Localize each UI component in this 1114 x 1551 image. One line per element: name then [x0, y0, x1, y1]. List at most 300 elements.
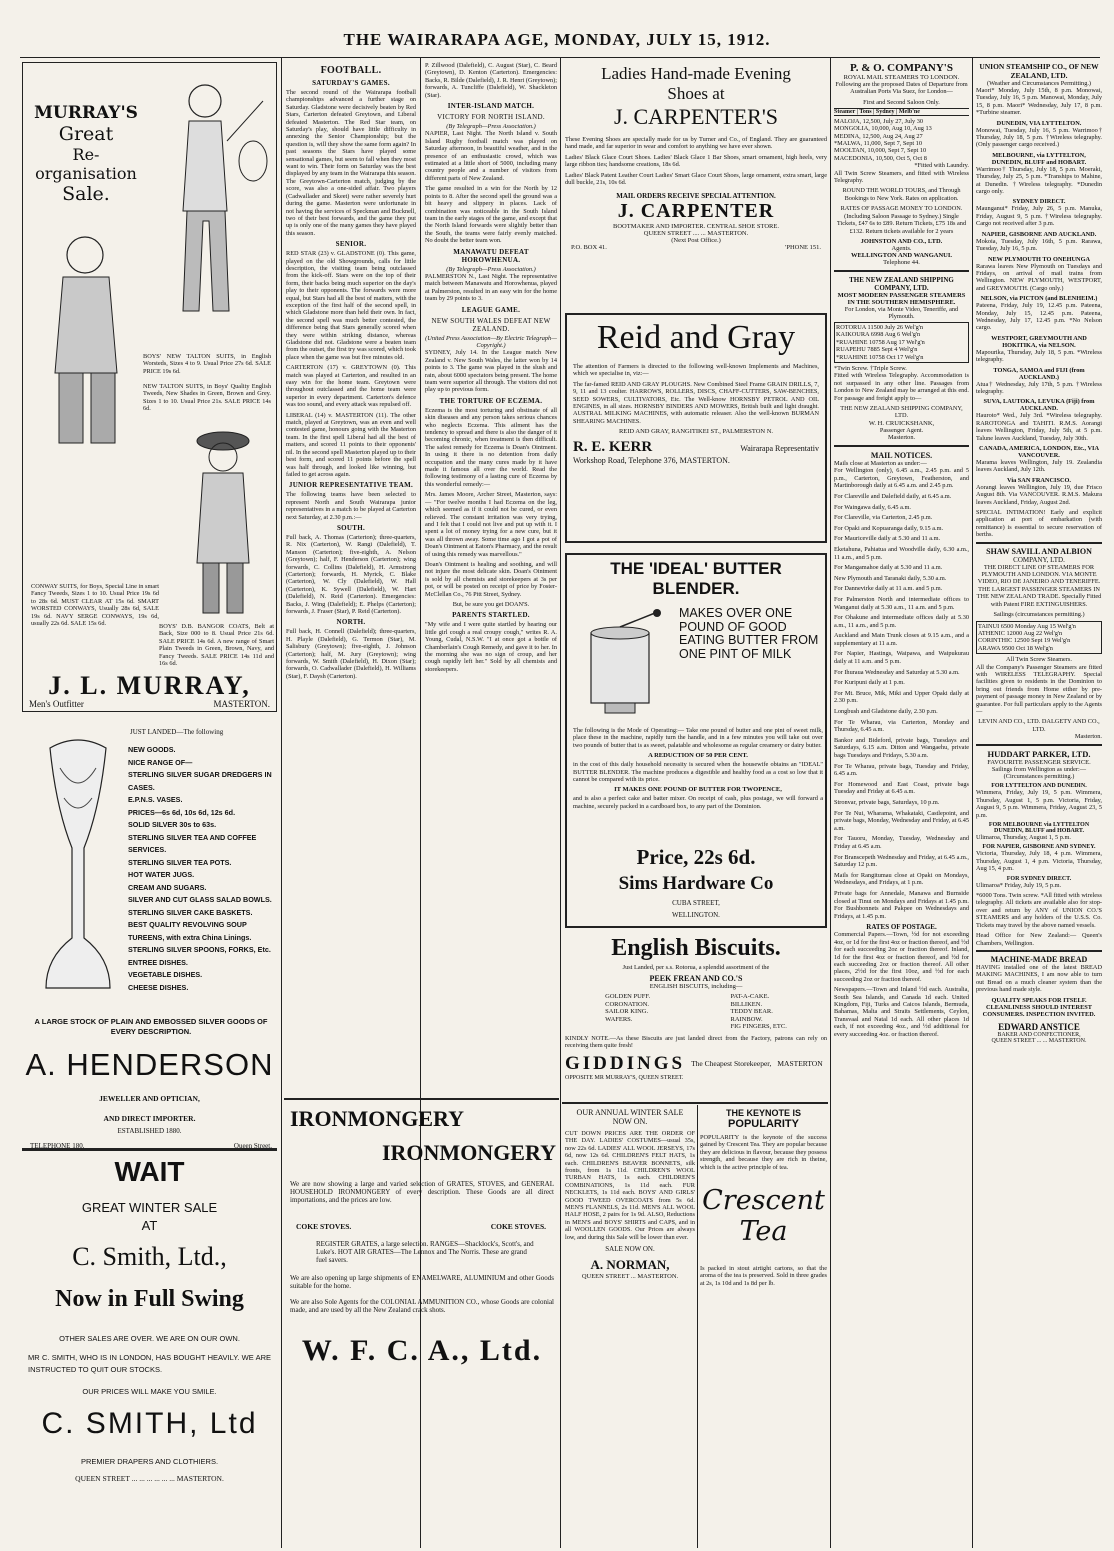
- norman-heading: OUR ANNUAL WINTER SALE: [576, 1108, 684, 1117]
- news-paragraph: "My wife and I were quite startled by hearing our little girl cough a real croupy cough," writes R. A. Young, Cudal, N.S.W. "I at once got a bottle of Chamberlain's Cough Remedy, and gave it to her. In the morning she was no sign of croup, and her cough rapidly left her." Sold by all chemists and storekeepers.: [425, 621, 557, 673]
- news-paragraph: Mrs. James Moore, Archer Street, Masterton, says:— "For twelve months I had Eczema on the leg, which seemed as if it could not be cured, or even relieved. The constant irritation was very trying, and I felt that I could not live and put up with it. I spent a lot of money trying for a new cure, but it was all thrown away. Some time ago I got a pot of Doan's Ointment at Eaton's Pharmacy, and the result of using this remedy was marvellous.": [425, 491, 557, 558]
- butter-sims: Sims Hardware Co: [618, 873, 774, 894]
- henderson-item: SILVER AND CUT GLASS SALAD BOWLS.: [128, 895, 272, 904]
- union-text: Maunganui* Friday, July 26, 5 p.m. Manuka, Friday, August 9, 5 p.m. †Wireless telegraphy. Cargo not received after 3 p.m.: [976, 205, 1102, 228]
- nzsc-agent: Masterton.: [887, 433, 916, 441]
- ironmongery-advert: [286, 1102, 558, 1547]
- rates-text: Commercial Papers.—Town, ½d for not exceeding 4oz, or 1d for the first 4oz or fraction thereof, and ½d for each succeeding 2oz or fraction thereof. Inland, 1d for the first 4oz or fraction thereof, and ½d for each succeeding 2oz or fraction thereof. All other places, 2½d for the first 10oz, and ½d for each succeeding 2oz or fraction thereof.: [834, 931, 969, 983]
- murray-name: J. L. MURRAY,: [48, 671, 251, 700]
- section-rule: [834, 445, 969, 447]
- news-source: (By Telegraph—Press Association.): [446, 123, 536, 131]
- smith-name: C. Smith, Ltd.,: [72, 1242, 227, 1271]
- news-heading: MANAWATU DEFEAT HOROWHENUA.: [453, 247, 529, 264]
- news-paragraph: Eczema is the most torturing and obstinate of all skin diseases and any person takes serious chances who neglects Eczema. This ailment has the tendency to spread and there is also the danger of it becoming chronic, when treatment is then difficult. The safest remedy for Eczema is Doan's Ointment. In using it there is no detention from daily occupation and the many cures made by it have made it famous all over the world. Read the following testimony of a lasting cure of Eczema by this wonderful remedy:—: [425, 406, 557, 488]
- henderson-item: ENTREE DISHES.: [128, 957, 188, 967]
- union-text: Mapourika, Thursday, July 18, 5 p.m. *Wireless telegraphy.: [976, 348, 1102, 364]
- carpenter-name: J. CARPENTER: [617, 200, 775, 223]
- shaw-text: Sailings (circumstances permitting.): [993, 611, 1085, 619]
- mail-item: For Clareville, via Carterton, 2.45 p.m.: [834, 514, 933, 522]
- mail-item: Eketahuna, Pahiatua and Woodville daily, 6.30 a.m., 11 a.m., and 5 p.m.: [834, 545, 969, 561]
- henderson-item: NICE RANGE OF—: [128, 757, 193, 767]
- smith-other: OTHER SALES ARE OVER. WE ARE ON OUR OWN.: [59, 1334, 240, 1343]
- shaw-text: All the Company's Passenger Steamers are fitted with WIRELESS TELEGRAPHY. Special facilities given to residents in the Dominion to bring out friends from Home either by pre-payment of passage money in New Zealand or by guarantee. For full particulars apply to the Agents—: [976, 663, 1102, 715]
- mail-item: For Kuripuni daily at 1 p.m.: [834, 679, 905, 687]
- po-tel: Telephone 44.: [883, 258, 920, 266]
- smith-at: AT: [141, 1218, 158, 1233]
- news-subheading: NEW SOUTH WALES DEFEAT NEW ZEALAND.: [431, 316, 551, 333]
- biscuits-list-left: [605, 993, 650, 1031]
- mail-item: For Dannevirke daily at 11 a.m. and 5 p.m.: [834, 585, 943, 593]
- butter-twopence: IT MAKES ONE POUND OF BUTTER FOR TWOPENCE,: [614, 786, 782, 794]
- football-paragraph: Full back, H. Connell (Dalefield); three-quarters, H. Playle (Dalefield), G. Termon (Star), M. Salisbury (Greytown); five-eighth, J. Johnson (Carterton); half, M. Jury (Greytown); wing forwards, W. Smith (Dalefield), H. Dixon (Star); forwards, O. Cadwallader (Dalefield), H. Williams (Star), F. Daysh (Carterton).: [286, 628, 416, 680]
- union-text: Maori* Monday, July 15th, 8 p.m. Monowai, Tuesday, July 16, 5 p.m. Manowai, Monday, July 15, 8 p.m. Maori* Wednesday, July 17, 8 p.m. *Turbine steamer.: [976, 87, 1102, 117]
- po-row: MACEDONIA, 10,500, Oct 5, Oct 8: [834, 154, 927, 162]
- nzsc-notes: *Twin Screw. †Triple Screw.: [834, 364, 907, 372]
- butter-reduction: A REDUCTION OF 50 PER CENT.: [648, 752, 748, 760]
- henderson-items: [128, 744, 276, 994]
- nzsc-row: *RUAHINE 10758 Aug 17 Wel'g'n: [836, 338, 925, 346]
- henderson-item: PRICES—6s 6d, 10s 6d, 12s 6d.: [128, 807, 236, 817]
- reid-gray-text: The far-famed REID AND GRAY PLOUGHS. New Combined Steel Frame GRAIN DRILLS, 7, 9, 11 and 13 coulter. HARROWS, ROLLERS, DISCS, CHAFF-CUTTERS, SAW-BENCHES, SEED SOWERS, CULTIVATORS, Etc. The Well-know HORNSBY PETROL AND OIL ENGINES, in all sizes. HORNSBY BINDERS AND MOWERS, British built and light draught. AUSTRAL MILKING MACHINES, with automatic releaser. Also the well-known BURMAN SHEARING MACHINES.: [573, 380, 819, 425]
- henderson-item: E.P.N.S. VASES.: [128, 795, 183, 804]
- masthead: THE WAIRARAPA AGE, MONDAY, JULY 15, 1912.: [343, 30, 771, 49]
- norman-text: CUT DOWN PRICES ARE THE ORDER OF THE DAY. LADIES' COSTUMES—usual 35s, now 22s 6d. LADIES' ALL WOOL JERSEYS, 17s 6d, now 12s 6d. CHILDREN'S FELT HATS, 1s each. CHILDREN'S BEAVER BONNETS, silk fronts, from 1s 11d. CHILDREN'S WOOL TURBAN HATS, 1s each. CHILDREN'S COMBINATIONS, 1s 11d each. FUR NECKLETS, 1s 11d each. BOYS' AND GIRLS' GOOD TWEED OVERCOATS from 5s 6d. MEN'S FLANNELS, 2s 11d. MEN'S ALL WOOL HALF HOSE, 2 pairs for 1s 9d. ALSO, Reductions in MEN'S and BOYS' SHIRTS and CAPS, and in all WOOLLEN GOODS. Our Prices are always low, and during this Sale will be lower than ever.: [565, 1130, 695, 1241]
- football-paragraph: The second round of the Wairarapa football championships advanced a further stage on Saturday. Gladstone were decisively beaten by Red Stars, Carterton defeated Greytown, and Liberal defeated Masterton. The Red Star team, on Saturday's play, should have little difficulty in annexing the Senior Championship; but the question is, will they show the same form again? In past seasons the Stars have played some sensational games, but seem to fall when they most want to win. Their form on Saturday was the best displayed by any team in the Wairarapa this season. The Greytown-Carterton match, judging by the score, was also a one-sided affair. Two players (Cadwallader and Skeet) were rather severely hurt during the game. Masterton were unfortunate in not having the services of Speckman and Bucknell, two of their best forwards, and the game they put up is only one of the many games they have played this season.: [286, 89, 416, 237]
- crescent-text: Is packed in stout airtight cartons, so that the aroma of the tea is preserved. Sold in three grades at 2s, 1s 10d and 1s 8d per lb.: [700, 1265, 827, 1287]
- shaw-row: ATHENIC 12000 Aug 22 Wel'g'n: [978, 629, 1063, 637]
- biscuits-note: KINDLY NOTE.—As these Biscuits are just landed direct from the Factory, patrons can rely on receiving them quite fresh!: [565, 1034, 827, 1050]
- shaw-row: CORINTHIC 12500 Sept 19 Wel'g'n: [978, 637, 1071, 645]
- huddart-route: FOR LYTTELTON AND DUNEDIN.: [991, 783, 1087, 790]
- smith-advert: [22, 1152, 277, 1547]
- mail-text: Mails close at Masterton as under:—: [834, 459, 927, 467]
- union-route: WESTPORT, GREYMOUTH AND HOKITIKA, via NELSON.: [991, 334, 1087, 349]
- news-column: [425, 62, 557, 1092]
- huddart-heading: HUDDART PARKER, LTD.: [987, 748, 1091, 759]
- mail-item: For Te Nui, Wharama, Whakataki, Castlepoint, and private bags, Monday, Wednesday and Friday, at 6.45 a.m.: [834, 809, 969, 832]
- po-note: *Fitted with Laundry.: [914, 162, 969, 170]
- mail-item: For Homewood and East Coast, private bags Tuesday and Friday at 6.45 a.m.: [834, 780, 969, 796]
- column-rule: [697, 1105, 698, 1548]
- murray-footer-left: Men's Outfitter: [29, 699, 84, 709]
- henderson-street: Queen Street.: [233, 1142, 272, 1150]
- bangor-text: BOYS' D.B. BANGOR COATS, Belt at Back, Size 000 to 8. Usual Price 21s 6d. SALE PRICE 14s 6d. A new range of Smart Plain Tweeds in Green, Brown, Navy, and Fancy Tweeds. SALE PRICE 14s 11d and 16s 6d.: [159, 623, 274, 668]
- carpenter-po: P.O. BOX 41.: [571, 244, 607, 252]
- news-paragraph: Doan's Ointment is healing and soothing, and will not injure the most delicate skin. Doan's Ointment is sold by all chemists and storekeepers at 3s per pot, or will be posted on receipt of price by Foster-McClellan Co., 76 Pitt Street, Sydney.: [425, 560, 557, 598]
- smith-wait: WAIT: [114, 1156, 185, 1187]
- football-subheading: SENIOR.: [335, 240, 367, 249]
- mail-item: For Mauriceville daily at 5.30 and 11 a.m.: [834, 535, 941, 543]
- carpenter-text: Ladies' Black Patent Leather Court Ladies' Smart Glace Court Shoes, large ornament, extra smart, large dull buckle, 21s, 10s 6d.: [565, 171, 827, 187]
- boy-illustration: [29, 223, 149, 463]
- crescent-advert: [700, 1108, 827, 1548]
- football-paragraph: The following teams have been selected to represent North and South Wairarapa junior representatives in a match to be played at Carterton next Saturday, at 2.30 p.m.:—: [286, 491, 416, 521]
- union-heading: UNION STEAMSHIP CO., OF NEW ZEALAND, LTD.: [979, 62, 1099, 80]
- news-paragraph: PALMERSTON N., Last Night. The representative match between Manawatu and Horowhenua, played at Palmerston, resulted in an easy win for the home team by 29 points to 3.: [425, 272, 557, 303]
- section-rule: [976, 542, 1102, 544]
- section-rule: [976, 950, 1102, 952]
- butter-text: in the cost of this daily household necessity is secured when the housewife obtains an "IDEAL" BUTTER BLENDER. The machine produces a digestible and healthy food as a cost so low that it cannot be compared with its price.: [573, 761, 823, 784]
- mail-item: For Tauoru, Monday, Tuesday, Wednesday and Friday at 6.45 a.m.: [834, 835, 969, 850]
- henderson-item: NEW GOODS.: [128, 745, 176, 754]
- shaw-masterton: Masterton.: [1074, 733, 1102, 741]
- mail-item: For Napier, Hastings, Waipawa, and Waipukurau daily at 11 a.m. and 5 p.m.: [834, 650, 969, 666]
- mail-item: For Opaki and Kopuaranga daily, 9.15 a.m.: [834, 524, 944, 532]
- bread-name: EDWARD ANSTICE: [998, 1021, 1080, 1032]
- smith-prices: OUR PRICES WILL MAKE YOU SMILE.: [82, 1387, 217, 1396]
- boy-illustration: [173, 413, 273, 623]
- huddart-route: FOR NAPIER, GISBORNE AND SYDNEY.: [982, 844, 1096, 851]
- section-rule: [976, 744, 1102, 746]
- ironmongery-text: We are now showing a large and varied selection of GRATES, STOVES, and GENERAL HOUSEHOLD IRONMONGERY of every description. These Goods are all direct importations, and the prices are low.: [290, 1180, 554, 1205]
- henderson-intro: JUST LANDED—The following: [130, 728, 224, 736]
- mail-item: For Clareville and Dalefield daily, at 6.45 a.m.: [834, 492, 952, 500]
- carpenter-street: QUEEN STREET .... ... MASTERTON.: [643, 230, 749, 238]
- news-source: (By Telegraph—Press Association.): [446, 265, 536, 273]
- butter-cuba: CUBA STREET,: [672, 899, 720, 907]
- po-row: MONGOLIA, 10,000, Aug 10, Aug 13: [834, 125, 932, 133]
- biscuits-title: English Biscuits.: [611, 935, 781, 961]
- football-column: [286, 62, 416, 1092]
- nzsc-company: THE NEW ZEALAND SHIPPING COMPANY, LTD.: [840, 404, 963, 420]
- henderson-sub: AND DIRECT IMPORTER.: [103, 1114, 196, 1123]
- carpenter-advert: [565, 62, 827, 302]
- giddings-opp: OPPOSITE MR MURRAY'S, QUEEN STREET.: [565, 1074, 684, 1081]
- henderson-sub: JEWELLER AND OPTICIAN,: [99, 1094, 200, 1103]
- murray-footer: [29, 699, 270, 709]
- blender-illustration: [575, 603, 675, 723]
- crescent-heading: POPULARITY: [728, 1118, 799, 1130]
- rates-heading: RATES OF POSTAGE.: [866, 923, 937, 932]
- column-rule: [972, 58, 973, 1548]
- nzsc-row: RUAPEHU 7885 Sept 4 Wel'g'n: [836, 346, 918, 354]
- butter-wellington: WELLINGTON.: [672, 911, 720, 919]
- biscuit-item: GOLDEN PUFF.: [605, 993, 651, 1001]
- nzsc-heading: THE NEW ZEALAND SHIPPING COMPANY, LTD.: [849, 275, 954, 292]
- bread-text: HAVING installed one of the latest BREAD MAKING MACHINES, I am now able to turn out Bread on a much cleaner system than the previous hand made style.: [976, 963, 1102, 994]
- news-heading: INTER-ISLAND MATCH.: [447, 102, 535, 111]
- henderson-item: STERLING SILVER TEA POTS.: [128, 857, 232, 867]
- shaw-sub: COMPANY, LTD.: [1013, 555, 1065, 564]
- news-heading: PARENTS STARTLED.: [452, 611, 530, 620]
- murray-title: Sale.: [62, 183, 110, 205]
- mail-item: Auckland and Main Trunk closes at 9.15 a.m., and a supplementary at 11 a.m.: [834, 632, 969, 647]
- nzsc-row: *RUAHINE 10758 Oct 17 Wel'g'n: [836, 353, 924, 361]
- column-rule: [281, 58, 282, 1548]
- murray-title: Re-organisation: [35, 145, 137, 183]
- football-subheading: JUNIOR REPRESENTATIVE TEAM.: [288, 481, 414, 490]
- football-subheading: NORTH.: [336, 618, 366, 627]
- carpenter-contact: [565, 244, 827, 251]
- union-text: Mokoia, Tuesday, July 16th, 5 p.m. Rarawa, Tuesday, July 16, 5 p.m.: [976, 237, 1102, 253]
- butter-title: BLENDER.: [652, 579, 740, 598]
- shaw-text: All Twin Screw Steamers.: [1006, 656, 1072, 664]
- butter-advert: [565, 553, 827, 928]
- mail-item: For Ohakune and intermediate offices daily at 5.30 a.m., 11 a.m., and 5 p.m.: [834, 614, 969, 629]
- henderson-item: CHEESE DISHES.: [128, 982, 189, 992]
- giddings-name: GIDDINGS: [565, 1052, 686, 1074]
- butter-title: THE 'IDEAL' BUTTER: [610, 559, 782, 578]
- mail-item: Bankor and Bideford, private bags, Tuesdays and Saturdays, 6.15 a.m. Ditton and Wangaehu, private bags Tuesdays and Fridays, 5.30 a.m.: [834, 736, 969, 759]
- biscuit-item: CORONATION.: [605, 1000, 650, 1008]
- carpenter-sub: BOOTMAKER AND IMPORTER. CENTRAL SHOE STORE.: [613, 223, 779, 231]
- smith-great: GREAT WINTER SALE: [81, 1200, 218, 1215]
- nzsc-text: For London, via Monte Video, Teneriffe, and Plymouth.: [844, 305, 959, 320]
- carpenter-phone: 'PHONE 151.: [785, 244, 821, 252]
- po-text: Following are the proposed Dates of Departure from Australian Ports Via Suez, for London—: [835, 81, 968, 96]
- po-row: MOOLTAN, 10,000, Sept 7, Sept 10: [834, 147, 927, 155]
- biscuit-item: RAINBOW.: [730, 1015, 763, 1023]
- crescent-heading: THE KEYNOTE IS: [725, 1108, 801, 1118]
- mail-item: For Waingawa daily, 6.45 a.m.: [834, 503, 911, 511]
- huddart-text: Ulimaroa* Friday, July 19, 5 p.m.: [976, 881, 1062, 889]
- union-route: NELSON, via PICTON (and BLENHEIM.): [980, 295, 1098, 303]
- po-row: MEDINA, 12,500, Aug 24, Aug 27: [834, 132, 923, 140]
- carpenter-text: These Evening Shoes are specially made for us by Turner and Co., of England. They are guaranteed hand made, and far superior in wear and comfort to anything we have ever shown.: [565, 136, 827, 151]
- murray-footer-right: MASTERTON.: [213, 699, 270, 709]
- boy-illustration: [143, 71, 273, 351]
- henderson-name: A. HENDERSON: [25, 1047, 274, 1082]
- reid-gray-address: REID AND GRAY, RANGITIKEI ST., PALMERSTON N.: [618, 428, 774, 436]
- henderson-item: STERLING SILVER SUGAR DREDGERS IN CASES.: [128, 770, 272, 792]
- vase-illustration: [30, 738, 126, 1008]
- mail-heading: MAIL NOTICES.: [870, 450, 933, 460]
- bread-text: QUALITY SPEAKS FOR ITSELF. CLEANLINESS SHOULD INTEREST CONSUMERS. INSPECTION INVITED.: [982, 996, 1096, 1019]
- biscuit-item: WAFERS.: [605, 1015, 633, 1023]
- huddart-text: Ulimaroa, Thursday, August 1, 5 p.m.: [976, 834, 1071, 842]
- mail-item: For Mangamahoe daily at 5.30 and 11 a.m.: [834, 564, 943, 572]
- huddart-text: Sailings from Wellington as under:—(Circumstances permitting.): [991, 765, 1087, 780]
- butter-text: and is also a perfect cake and batter mixer. On receipt of cash, plus postage, we will forward a machine, securely packed in a cardboard box, to any part of the Dominion.: [573, 795, 823, 810]
- biscuit-item: TEDDY BEAR.: [730, 1008, 773, 1016]
- huddart-office: Head Office for New Zealand:— Queen's Chambers, Wellington.: [976, 932, 1102, 947]
- huddart-text: Victoria, Thursday, July 18, 4 p.m. Wimmera, Thursday, August 1, 4 p.m. Victoria, Thursday, Aug 15, 4 p.m.: [976, 850, 1102, 873]
- smith-logo: C. SMITH, Ltd: [41, 1407, 258, 1440]
- huddart-route: FOR SYDNEY DIRECT.: [1006, 875, 1072, 882]
- huddart-text: Wimmera, Friday, July 19, 5 p.m. Wimmera, Thursday, August 1, 5 p.m. Victoria, Friday, August 9, 5 p.m. Wimmera, Friday, August 23, 5 p.m.: [976, 789, 1102, 819]
- biscuit-item: PAT-A-CAKE.: [730, 993, 770, 1001]
- po-row: MALOJA, 12,500, July 27, July 30: [834, 117, 924, 125]
- news-subheading: VICTORY FOR NORTH ISLAND.: [437, 113, 545, 122]
- football-paragraph: CARTERTON (17) v. GREYTOWN (0). This match was played at Carterton, and resulted in an easy win for the home team. Greytown were throughout outclassed and the home team were superior in every department. Carterton's defence was too sound, and every attack was repulsed off.: [286, 364, 416, 409]
- reid-gray-text: The attention of Farmers is directed to the following well-known Implements and Machines, which we specialise in, viz:—: [573, 363, 819, 378]
- smith-queen: QUEEN STREET ... ... ... ... ... ... MASTERTON.: [75, 1474, 224, 1483]
- union-text: SPECIAL INTIMATION! Early and explicit application at port of embarkation (with remittance) is essential to secure reservation of berths.: [976, 509, 1102, 539]
- biscuits-list-right: [730, 993, 786, 1031]
- shaw-agents: LEVIN AND CO., LTD. DALGETY AND CO., LTD.: [978, 718, 1100, 733]
- henderson-item: STERLING SILVER TEA AND COFFEE SERVICES.: [128, 832, 257, 854]
- henderson-phone: TELEPHONE 180.: [30, 1142, 85, 1150]
- nzsc-agent: Passenger Agent.: [879, 426, 924, 434]
- po-table-head: Steamer | Tons | Sydney | Melb'ne: [834, 108, 969, 116]
- po-table: [834, 118, 969, 162]
- crescent-logo: Tea: [739, 1216, 788, 1248]
- section-rule: [834, 270, 969, 272]
- nzsc-row: KAIKOURA 6998 Aug 6 Wel'g'n: [836, 331, 921, 339]
- football-subheading: SATURDAY'S GAMES.: [312, 79, 390, 87]
- huddart-route: FOR MELBOURNE via LYTTELTON DUNEDIN, BLUFF and HOBART.: [988, 822, 1090, 835]
- union-route: CANADA, AMERICA, LONDON, Etc., VIA VANCOUVER.: [978, 445, 1100, 459]
- union-route: NAPIER, GISBORNE AND AUCKLAND.: [981, 230, 1097, 238]
- union-sub: (Weather and Circumstances Permitting.): [986, 80, 1092, 87]
- smith-mr: MR C. SMITH, WHO IS IN LONDON, HAS BOUGHT HEAVILY. WE ARE INSTRUCTED TO QUIT OUR STOCKS.: [28, 1353, 271, 1374]
- murray-title: MURRAY'S: [34, 103, 138, 123]
- kerr-line: [567, 439, 825, 456]
- news-heading: LEAGUE GAME.: [461, 305, 521, 314]
- union-text: Hauroto* Wed., July 3rd. *Wireless telegraphy. RAROTONGA and TAHITI. R.M.S. Aorangi leaves Wellington, Friday, July 5th, at 5 p.m. Talune leaves Auckland, Tuesday, July 30th.: [976, 412, 1102, 442]
- football-heading: FOOTBALL.: [320, 65, 382, 76]
- reid-gray-title: Reid and Gray: [596, 319, 796, 356]
- mail-item: For Branscepeth Wednesday and Friday, at 6.45 a.m., Saturday 12 p.m.: [834, 853, 969, 869]
- nzsc-table: [834, 322, 969, 363]
- union-route: DUNEDIN, VIA LYTTELTON.: [996, 119, 1082, 127]
- biscuits-list: [565, 993, 827, 1031]
- bread-street: QUEEN STREET ... ... MASTERTON.: [991, 1037, 1087, 1044]
- mail-list: [834, 467, 969, 920]
- news-source: (United Press Association—By Electric Telegraph—Copyright.): [425, 334, 557, 349]
- norman-sale: SALE NOW ON.: [605, 1245, 655, 1254]
- norman-street: QUEEN STREET ... MASTERTON.: [581, 1273, 679, 1281]
- conway-text: CONWAY SUITS, for Boys, Special Line in smart Fancy Tweeds, Sizes 1 to 10. Usual Price 19s 6d to 28s 6d. MUST CLEAR AT 15s 6d. SMART WORSTED CONWAYS, Usually 28s 6d, SALE 19s 6d. NAVY SERGE CONWAYS, 19s 6d, usually 22s 6d. SALE 15s 6d.: [31, 583, 159, 628]
- ironmongery-title: IRONMONGERY: [290, 1106, 465, 1131]
- giddings-cheapest: The Cheapest Storekeeper,: [691, 1059, 772, 1069]
- mail-item: For Te Wharau, via Carterton, Monday and Thursday, 6.45 a.m.: [834, 718, 969, 734]
- coke-stoves-label: COKE STOVES.: [490, 1222, 546, 1231]
- biscuits-advert: [565, 935, 827, 1097]
- henderson-item: HOT WATER JUGS.: [128, 870, 195, 879]
- biscuit-item: SAILOR KING.: [605, 1008, 649, 1016]
- section-rule: [284, 1098, 559, 1100]
- shaw-heading: SHAW SAVILL AND ALBION: [986, 546, 1092, 556]
- po-sub: ROYAL MAIL STEAMERS TO LONDON.: [843, 74, 960, 81]
- mail-item: For Ihuraua Wednesday and Saturday at 5.30 a.m.: [834, 668, 960, 676]
- union-column: [976, 62, 1102, 1547]
- union-route: SUVA, LAUTOKA, LEVUKA (Fiji) from AUCKLAND.: [983, 398, 1095, 413]
- norman-name: A. NORMAN,: [590, 1257, 670, 1273]
- biscuits-sub: ENGLISH BISCUITS, including—: [649, 983, 743, 991]
- news-paragraph: But, be sure you get DOAN'S.: [452, 600, 530, 608]
- football-paragraph: RED STAR (23) v. GLADSTONE (0). This game, played on the old Showgrounds, calls for little description, the visiting team being outclassed from the kick-off. Stars were on the top of their form, their backs being much superior on the day's play to their opponents. The forwards were more equal, but Stars had all the best of matters, with the exception of the first half of the second spell, in which Gladstone more than held their own. In fact, the second spell was much better contested, the difference being that Stars generally scored when they were within striking distance, whereas Gladstone did not. Gladstone were a beaten team from the outset, the first try was scored, which took place when the game was but five minutes old.: [286, 250, 416, 361]
- union-text: Aorangi leaves Wellington, July 19, due Frisco August 8th. Via VANCOUVER. R.M.S. Makura leaves Auckland, Friday, August 2nd.: [976, 483, 1102, 506]
- shipping-column: [834, 62, 969, 1547]
- ironmongery-text: We are also Sole Agents for the COLONIAL AMMUNITION CO., whose Goods are colonial made, and are used by all the New Zealand crack shots.: [290, 1298, 554, 1315]
- henderson-sub: ESTABLISHED 1880.: [117, 1127, 182, 1135]
- football-paragraph: Full back, A. Thomas (Carterton); three-quarters, R. Nix (Carterton), W. Rangi (Dalefield), T. Manson (Carterton); five-eighth, A. Nelson (Greytown); half, F. Henderson (Carterton); wing forwards, C. Collins (Dalefield), H. Armstrong (Carterton); forwards, H. Myrick, C. Blake (Carterton), W. Cly (Dalefield), W. Hall (Carterton), K. Sywell (Dalefield), W. Hart (Dalefield), N. Reid (Carterton). Emergencies: Backs, J. Wing (Dalefield); E. Phelps (Carterton); forwards, J. Fraser (Star), P. Reid (Carterton).: [286, 533, 416, 615]
- union-text: Rarawa leaves New Plymouth on Tuesdays and Fridays, on arrival of mail trains from Wellington. NEW PLYMOUTH, WESTPORT, and GREYMOUTH. (Cargo only.): [976, 262, 1102, 292]
- norman-advert: [565, 1108, 695, 1548]
- shaw-row: TAINUI 6500 Monday Aug 15 Wel'g'n: [978, 622, 1076, 630]
- bread-sub: BAKER AND CONFECTIONER,: [997, 1031, 1081, 1038]
- union-text: Atua† Wednesday, July 17th, 5 p.m. †Wireless telegraphy.: [976, 380, 1102, 395]
- murray-heading: [31, 103, 141, 205]
- po-text: First and Second Saloon Only.: [863, 98, 940, 106]
- section-rule: [22, 1148, 277, 1151]
- butter-claim: MAKES OVER ONE POUND OF GOOD EATING BUTTER FROM ONE PINT OF MILK: [679, 607, 819, 661]
- union-route: Via SAN FRANCISCO.: [1007, 476, 1071, 484]
- po-heading: P. & O. COMPANY'S: [850, 62, 953, 74]
- po-row: *MALWA, 11,000, Sept 7, Sept 10: [834, 140, 922, 148]
- giddings-line: [565, 1053, 827, 1075]
- henderson-stock: A LARGE STOCK OF PLAIN AND EMBOSSED SILVER GOODS OF EVERY DESCRIPTION.: [34, 1017, 268, 1036]
- mail-item: For Palmerston North and intermediate offices to Wanganui daily at 5.30 a.m., 11 a.m. and 5 p.m.: [834, 595, 969, 611]
- crescent-logo: Crescent: [702, 1185, 825, 1217]
- mail-item: For Wellington (only), 6.45 a.m., 2.45 p.m. and 5 p.m., Carterton, Greytown, Featherston, and Martinborough daily at 6.45 a.m. and 2.45 p.m.: [834, 467, 969, 490]
- murray-title: Great: [58, 123, 114, 145]
- biscuit-item: BILLIKEN.: [730, 1000, 763, 1008]
- ironmongery-text: We are also opening up large shipments of ENAMELWARE, ALUMINIUM and other Goods suitable for the home.: [290, 1274, 554, 1291]
- po-agents: JOHNSTON AND CO., LTD.: [860, 237, 943, 245]
- bread-heading: MACHINE-MADE BREAD: [990, 954, 1088, 964]
- carpenter-next: (Next Post Office.): [671, 237, 721, 245]
- ironmongery-title: IRONMONGERY: [381, 1140, 556, 1165]
- carpenter-heading: Shoes at: [667, 84, 725, 103]
- mail-item: Mails for Rangitumau close at Opaki on Mondays, Wednesdays, and Fridays, at 1 p.m.: [834, 871, 969, 887]
- biscuits-text: Just Landed, per s.s. Rotorua, a splendid assortment of the: [622, 964, 770, 971]
- huddart-fav: FAVOURITE PASSENGER SERVICE.: [987, 758, 1091, 766]
- union-text: Warrimoo† Thursday, July 18, 5 p.m. Moeraki, Thursday, July 25, 5 p.m. *Tranships to Mahine, at Dunedin. †Wireless telegraphy. *Dunedin cargo only.: [976, 165, 1102, 196]
- football-subheading: SOUTH.: [336, 523, 366, 532]
- union-route: MELBOURNE, via LYTTELTON, DUNEDIN, BLUFF and HOBART.: [991, 151, 1087, 166]
- mail-item: Longbush and Gladstone daily, 2.30 p.m.: [834, 708, 938, 716]
- coke-stoves-label: COKE STOVES.: [296, 1222, 352, 1231]
- biscuit-item: FIG FINGERS, ETC.: [730, 1023, 787, 1031]
- column-rule: [830, 58, 831, 1548]
- murray-advert: [22, 62, 277, 712]
- carpenter-heading: J. CARPENTER'S: [613, 104, 779, 129]
- news-paragraph: The game resulted in a win for the North by 12 points to 8. After the second spell the ground was a bit heavy and slippery in places. Lack of combination was noticeable in the South Island team in the early stages of the game, and except that the North Island forwards were slightly better than the South, the teams were fairly evenly matched. No doubt the better team won.: [425, 185, 557, 245]
- ironmongery-name: W. F. C. A., Ltd.: [301, 1334, 543, 1367]
- boys-suits-text: BOYS' NEW TALTON SUITS, in English Worsteds, Sizes 4 to 9. Usual Price 27s 6d. SALE PRICE 19s 6d.: [143, 353, 271, 375]
- huddart-text: *6000 Tons. Twin screw. *All fitted with wireless telegraphy. All tickets are available also for stop-over and return by ANY of UNION CO.'S STEAMERS and any holders of the U.S.S. Co. Tickets may travel by the above named vessels.: [976, 892, 1102, 929]
- boys-suits-text: NEW TALTON SUITS, in Boys' Quality English Tweeds, New Shades in Green, Brown and Grey. Sizes 1 to 10. Usual Price 21s. SALE PRICE 14s 6d.: [143, 383, 271, 413]
- biscuits-brand: PEEK FREAN AND CO.'S: [649, 974, 743, 984]
- news-heading: THE TORTURE OF ECZEMA.: [439, 396, 543, 405]
- nzsc-sub: MOST MODERN PASSENGER STEAMERS IN THE SOUTHERN HEMISPHERE.: [837, 291, 966, 306]
- union-text: Pateena, Friday, July 19, 12.45 p.m. Pateena, Monday, July 15, 12.45 p.m. Pateena, Wednesday, July 17, 12.45 p.m. *No Nelson cargo.: [976, 302, 1102, 332]
- henderson-item: STERLING SILVER SPOONS, FORKS, Etc.: [128, 945, 271, 954]
- shaw-text: THE DIRECT LINE OF STEAMERS FOR PLYMOUTH AND LONDON. VIA MONTE VIDEO, RIO DE JANEIRO AND TENERIFFE. THE LARGEST PASSENGER STEAMERS IN THE NEW ZEALAND TRADE. Specially Fitted with Patent FIRE EXTINGUISHERS.: [976, 563, 1102, 608]
- po-wellington: WELLINGTON AND WANGANUI.: [850, 251, 953, 259]
- mail-item: Stronvar, private bags, Saturdays, 10 p.m.: [834, 798, 940, 806]
- mail-item: New Plymouth and Taranaki daily, 5.30 a.m.: [834, 574, 947, 582]
- butter-price: Price, 22s 6d.: [636, 845, 756, 869]
- kerr-address: Workshop Road, Telephone 376, MASTERTON.: [573, 456, 730, 466]
- henderson-item: CREAM AND SUGARS.: [128, 882, 207, 892]
- team-list: P. Zillwood (Dalefield), C. August (Star), C. Beard (Greytown), D. Kenton (Carterton). Emergencies: Backs, R. Bilde (Dalefield), J. R. Henri (Greytown); forwards, A. Tuncliffe (Dalefield), W. Shackleton (Star).: [425, 62, 557, 99]
- po-text: All Twin Screw Steamers, and fitted with Wireless Telegraphy.: [834, 169, 969, 185]
- nzsc-agent: W. H. CRUICKSHANK,: [868, 419, 935, 427]
- po-text: RATES OF PASSAGE MONEY TO LONDON. (Including Saloon Passage to Sydney.) Single Tickets, £47 6s to £89. Return Tickets, £75 18s and £132. Return tickets available for 2 years: [836, 205, 967, 235]
- butter-body: [573, 727, 823, 813]
- carpenter-heading: Ladies Hand-made Evening: [601, 64, 791, 83]
- union-route: TONGA, SAMOA and FIJI (from AUCKLAND.): [993, 366, 1085, 381]
- smith-premier: PREMIER DRAPERS AND CLOTHIERS.: [80, 1457, 219, 1466]
- union-route: NEW PLYMOUTH TO ONEHUNGA: [987, 255, 1091, 263]
- nzsc-row: ROTORUA 11500 July 26 Wel'g'n: [836, 323, 924, 331]
- carpenter-mail: MAIL ORDERS RECEIVE SPECIAL ATTENTION.: [616, 192, 776, 201]
- union-route: SYDNEY DIRECT.: [1012, 198, 1066, 206]
- smith-now: Now in Full Swing: [55, 1286, 244, 1312]
- reid-gray-advert: [565, 313, 827, 543]
- football-paragraph: LIBERAL (14) v. MASTERTON (11). The other match, played at Greytown, was an even and well contested game, honours going with the Masterton team. In the first spell Liberal had all the best of matters, and scored 11 points to their opponents' nil. In the second spell Masterton played up to their best form, and scored 11 points before the spell was half through, and looked like winning, but failed to get across again.: [286, 411, 416, 478]
- column-rule: [560, 58, 561, 1548]
- mail-item: For Mt. Bruce, Mik, Miki and Upper Opaki daily at 2.30 p.m.: [834, 689, 969, 705]
- henderson-item: SOLID SILVER 30s to 63s.: [128, 820, 217, 829]
- mail-item: Private bags for Annedale, Manawa and Burnside closed at Tinui on Mondays and Fridays at 1.45 p.m. For Bushbonnets and Pakpee on Wednesdays and Fridays, at 1.45 p.m.: [834, 889, 969, 920]
- shaw-row: ARAWA 9500 Oct 18 Wel'g'n: [978, 644, 1053, 652]
- henderson-item: BEST QUALITY REVOLVING SOUP TUREENS, with extra China Linings.: [128, 920, 252, 942]
- kerr-rep: Wairarapa Representativ: [740, 444, 819, 454]
